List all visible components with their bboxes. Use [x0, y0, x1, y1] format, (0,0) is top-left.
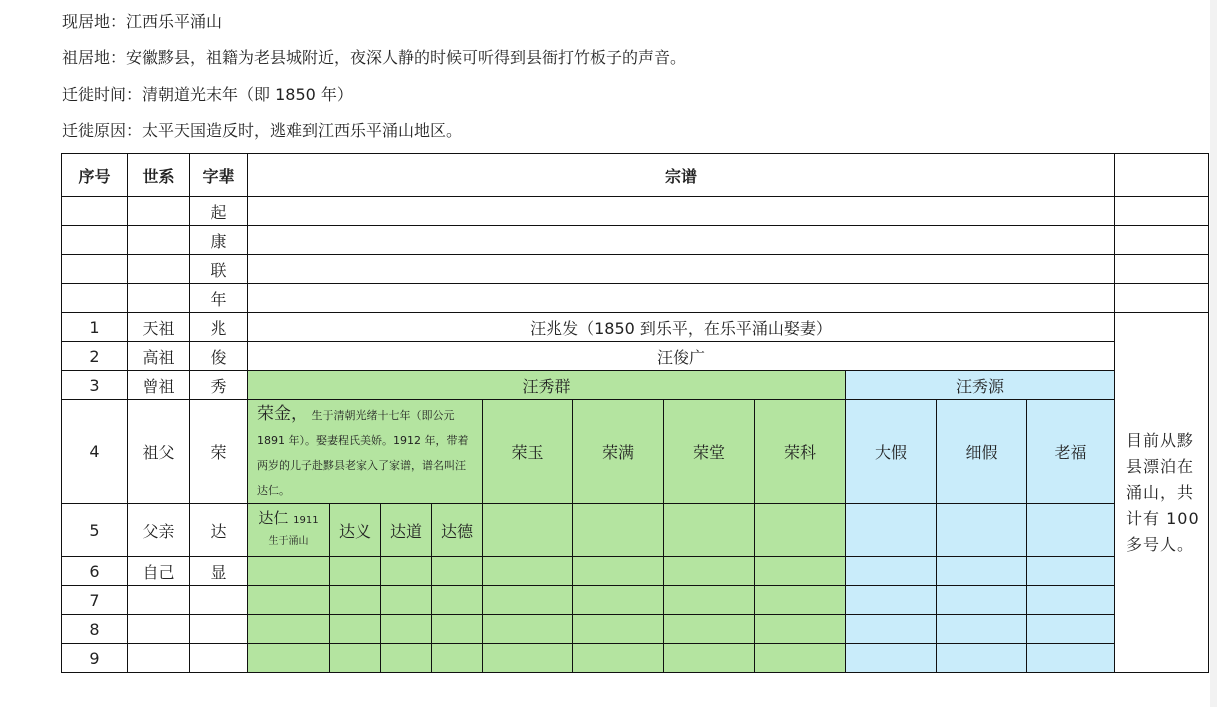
migration-reason-line: 迁徙原因：太平天国造反时，逃难到江西乐平涌山地区。	[62, 121, 463, 140]
cell-genealogy	[248, 255, 1115, 284]
cell-index: 5	[62, 504, 128, 557]
cell-zibei: 显	[190, 557, 248, 586]
daren-note: 生于涌山	[268, 535, 309, 547]
cell-empty	[248, 644, 330, 673]
table-row	[62, 504, 1209, 557]
cell-empty	[664, 586, 755, 615]
table-row	[62, 615, 1209, 644]
cell-empty	[330, 644, 381, 673]
page-scrollbar[interactable]	[1210, 0, 1217, 707]
cell-index: 7	[62, 586, 128, 615]
table-row	[62, 400, 1209, 504]
cell-index: 6	[62, 557, 128, 586]
member-rongke: 荣科	[755, 400, 846, 504]
table-row	[62, 226, 1209, 255]
cell-zibei: 秀	[190, 371, 248, 400]
cell-index: 9	[62, 644, 128, 673]
rongjin-description: 生于清朝光绪十七年（即公元 1891 年）。娶妻程氏美娇。1912 年，带着两岁的儿子赴黟县老家入了家谱，谱名叫汪达仁。	[257, 409, 469, 497]
cell-empty	[483, 644, 573, 673]
header-genealogy: 宗谱	[248, 154, 1115, 197]
cell-empty	[937, 504, 1027, 557]
member-dayi: 达义	[330, 504, 381, 557]
cell-generation	[128, 615, 190, 644]
table-row	[62, 342, 1209, 371]
cell-zibei: 荣	[190, 400, 248, 504]
member-laofu: 老福	[1027, 400, 1115, 504]
cell-empty	[381, 644, 432, 673]
cell-empty	[330, 557, 381, 586]
cell-empty	[937, 644, 1027, 673]
cell-empty	[483, 586, 573, 615]
cell-empty	[330, 586, 381, 615]
current-residence-line: 现居地：江西乐平涌山	[62, 12, 223, 31]
cell-genealogy	[248, 226, 1115, 255]
cell-index	[62, 284, 128, 313]
cell-zibei: 起	[190, 197, 248, 226]
cell-empty	[483, 615, 573, 644]
table-row	[62, 197, 1209, 226]
ancestor-wang-zhaofa: 汪兆发（1850 到乐平，在乐平涌山娶妻）	[248, 313, 1115, 342]
member-dade: 达德	[432, 504, 483, 557]
cell-empty	[846, 644, 937, 673]
cell-empty	[381, 557, 432, 586]
cell-index	[62, 197, 128, 226]
cell-index: 4	[62, 400, 128, 504]
cell-empty	[432, 615, 483, 644]
member-rongman: 荣满	[573, 400, 664, 504]
cell-empty	[381, 586, 432, 615]
cell-generation	[128, 284, 190, 313]
header-zibei: 字辈	[190, 154, 248, 197]
cell-empty	[1027, 557, 1115, 586]
cell-zibei	[190, 586, 248, 615]
table-row	[62, 644, 1209, 673]
ancestral-home-line: 祖居地：安徽黟县，祖籍为老县城附近，夜深人静的时候可听得到县衙打竹板子的声音。	[62, 48, 687, 67]
branch-wang-xiuqun: 汪秀群	[248, 371, 846, 400]
cell-zibei: 年	[190, 284, 248, 313]
cell-generation	[128, 255, 190, 284]
cell-generation: 父亲	[128, 504, 190, 557]
member-xijia: 细假	[937, 400, 1027, 504]
cell-empty	[248, 586, 330, 615]
table-row	[62, 586, 1209, 615]
cell-extra	[1115, 197, 1209, 226]
cell-generation	[128, 197, 190, 226]
cell-empty	[846, 586, 937, 615]
cell-index: 2	[62, 342, 128, 371]
cell-zibei	[190, 615, 248, 644]
table-row	[62, 313, 1209, 342]
cell-empty	[937, 615, 1027, 644]
cell-generation: 曾祖	[128, 371, 190, 400]
cell-extra	[1115, 255, 1209, 284]
cell-empty	[573, 504, 664, 557]
daren-name: 达仁	[258, 508, 289, 527]
cell-empty	[483, 504, 573, 557]
header-index: 序号	[62, 154, 128, 197]
table-header-row	[62, 154, 1209, 197]
cell-empty	[432, 644, 483, 673]
cell-empty	[573, 557, 664, 586]
cell-empty	[755, 586, 846, 615]
cell-empty	[937, 586, 1027, 615]
cell-empty	[248, 557, 330, 586]
cell-zibei	[190, 644, 248, 673]
cell-empty	[1027, 644, 1115, 673]
cell-index	[62, 226, 128, 255]
cell-empty	[846, 504, 937, 557]
table-row	[62, 371, 1209, 400]
rongjin-name: 荣金，	[257, 404, 308, 424]
cell-empty	[1027, 586, 1115, 615]
cell-empty	[381, 615, 432, 644]
cell-empty	[755, 504, 846, 557]
cell-zibei: 康	[190, 226, 248, 255]
cell-empty	[1027, 615, 1115, 644]
cell-empty	[248, 615, 330, 644]
branch-wang-xiuyuan: 汪秀源	[846, 371, 1115, 400]
cell-generation	[128, 644, 190, 673]
cell-extra	[1115, 284, 1209, 313]
table-row	[62, 284, 1209, 313]
cell-empty	[483, 557, 573, 586]
cell-empty	[937, 557, 1027, 586]
member-rongtang: 荣堂	[664, 400, 755, 504]
table-row	[62, 557, 1209, 586]
cell-empty	[432, 586, 483, 615]
cell-generation: 天祖	[128, 313, 190, 342]
header-extra	[1115, 154, 1209, 197]
member-rongyu: 荣玉	[483, 400, 573, 504]
cell-index: 3	[62, 371, 128, 400]
cell-empty	[432, 557, 483, 586]
cell-generation	[128, 226, 190, 255]
cell-empty	[664, 557, 755, 586]
cell-generation: 自己	[128, 557, 190, 586]
cell-empty	[755, 644, 846, 673]
cell-index	[62, 255, 128, 284]
cell-empty	[664, 615, 755, 644]
header-generation: 世系	[128, 154, 190, 197]
member-rongjin	[248, 400, 483, 504]
cell-empty	[664, 504, 755, 557]
cell-zibei: 兆	[190, 313, 248, 342]
member-dajia: 大假	[846, 400, 937, 504]
cell-empty	[330, 615, 381, 644]
migration-time-line: 迁徙时间：清朝道光末年（即 1850 年）	[62, 85, 353, 104]
cell-zibei: 俊	[190, 342, 248, 371]
cell-zibei: 联	[190, 255, 248, 284]
cell-empty	[664, 644, 755, 673]
cell-generation: 祖父	[128, 400, 190, 504]
cell-index: 8	[62, 615, 128, 644]
ancestor-wang-junguang: 汪俊广	[248, 342, 1115, 371]
cell-empty	[573, 615, 664, 644]
cell-index: 1	[62, 313, 128, 342]
member-dadao: 达道	[381, 504, 432, 557]
genealogy-table	[61, 153, 1209, 673]
cell-empty	[573, 644, 664, 673]
cell-empty	[846, 557, 937, 586]
cell-empty	[1027, 504, 1115, 557]
cell-zibei: 达	[190, 504, 248, 557]
cell-empty	[755, 615, 846, 644]
cell-generation: 高祖	[128, 342, 190, 371]
cell-extra	[1115, 226, 1209, 255]
daren-year: 1911	[293, 514, 319, 526]
cell-generation	[128, 586, 190, 615]
cell-empty	[846, 615, 937, 644]
cell-empty	[573, 586, 664, 615]
side-note: 目前从黟县漂泊在涌山，共计有 100 多号人。	[1115, 313, 1209, 673]
cell-genealogy	[248, 197, 1115, 226]
table-row	[62, 255, 1209, 284]
member-daren	[248, 504, 330, 557]
cell-empty	[755, 557, 846, 586]
cell-genealogy	[248, 284, 1115, 313]
